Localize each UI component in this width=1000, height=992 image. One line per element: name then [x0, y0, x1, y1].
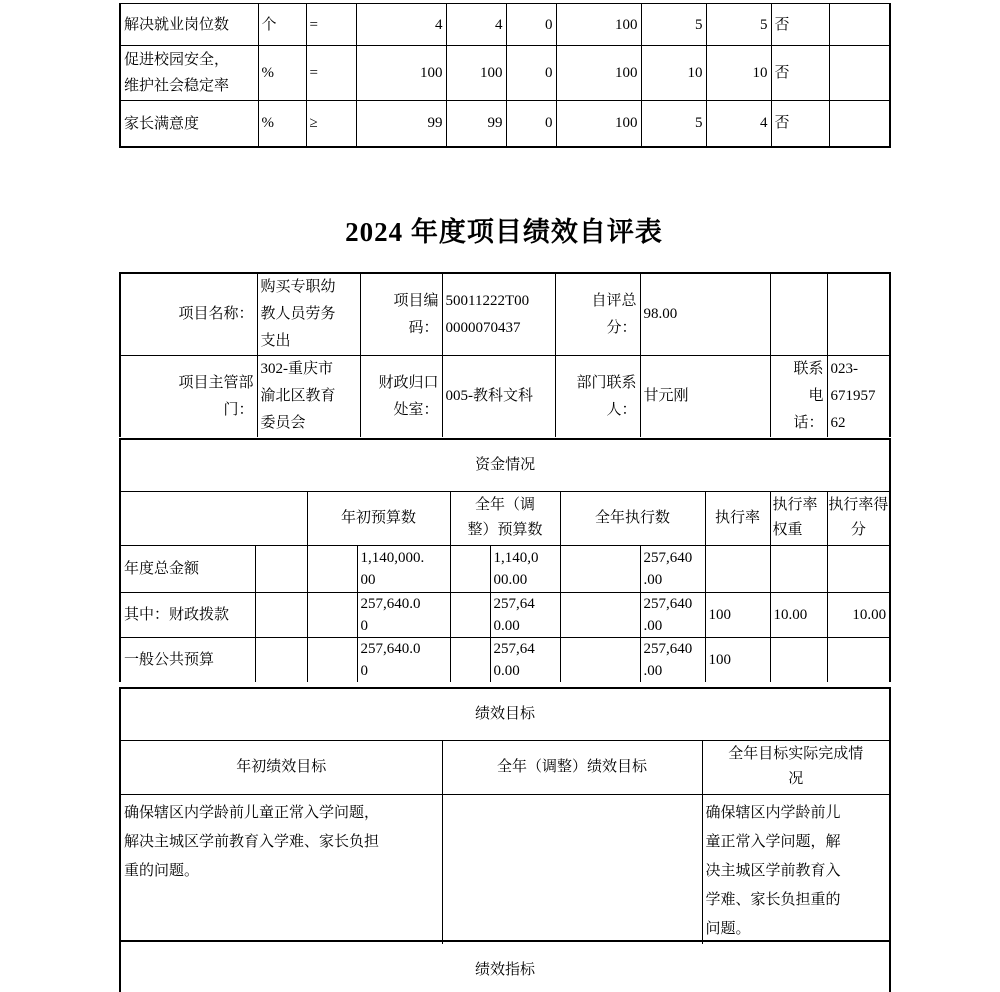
project-name-cell [257, 273, 360, 356]
weight-cell: 5 [641, 101, 706, 147]
empty-cell [560, 592, 640, 637]
phone-label-cell [770, 356, 827, 438]
empty-cell [307, 637, 357, 682]
indicator-row [120, 4, 890, 46]
rate-header: 执行率 [705, 491, 770, 545]
actual-value-cell: 100 [446, 46, 506, 101]
contact-label-cell [555, 356, 640, 438]
page-title: 2024 年度项目绩效自评表 [345, 217, 663, 247]
actual-value-cell: 4 [446, 4, 506, 46]
project-code-label-cell [360, 273, 442, 356]
weight-cell: 10 [641, 46, 706, 101]
self-score-label-cell [555, 273, 640, 356]
rate-weight-value [770, 545, 827, 592]
rate-value [705, 545, 770, 592]
dept-label-cell [120, 356, 257, 438]
adjusted-goal-text [442, 794, 702, 944]
funding-section-title: 资金情况 [120, 439, 890, 491]
indicator-name: 解决就业岗位数 [124, 16, 230, 33]
empty-cell [450, 637, 490, 682]
indicator-name-cell [120, 4, 258, 46]
empty-cell [450, 592, 490, 637]
empty-header-cell [120, 491, 307, 545]
empty-cell [255, 637, 307, 682]
rate-value: 100 [705, 592, 770, 637]
dept-label: 项目主管部门： [178, 374, 254, 418]
project-name-label: 项目名称： [178, 306, 254, 323]
indicator-row [120, 101, 890, 147]
rate-cell: 100 [556, 101, 641, 147]
operator-cell: ≥ [306, 101, 356, 147]
rate-weight-header: 执行率权重 [770, 491, 827, 545]
self-score-label: 自评总分： [591, 292, 637, 336]
phone-value: 023-67195762 [830, 361, 876, 431]
empty-cell [307, 592, 357, 637]
score-cell: 4 [706, 101, 771, 147]
target-value-cell: 100 [356, 46, 446, 101]
funding-row-label: 其中：财政拨款 [120, 592, 255, 637]
finance-office-cell: 005-教科文科 [442, 356, 555, 438]
dept-value: 302-重庆市渝北区教育委员会 [260, 361, 336, 431]
empty-cell [560, 637, 640, 682]
goals-table [119, 687, 891, 944]
target-value-cell: 4 [356, 4, 446, 46]
unit-cell: % [258, 46, 306, 101]
funding-table [119, 438, 891, 682]
finance-office-label: 财政归口处室： [378, 374, 439, 418]
adjusted-goal-header: 全年（调整）绩效目标 [442, 740, 702, 794]
empty-cell [770, 273, 827, 356]
unit-cell: % [258, 101, 306, 147]
contact-label: 部门联系人： [576, 374, 637, 418]
empty-cell [255, 545, 307, 592]
rate-cell: 100 [556, 4, 641, 46]
score-cell: 10 [706, 46, 771, 101]
empty-cell [450, 545, 490, 592]
operator-cell: = [306, 4, 356, 46]
initial-budget-value: 1,140,000.00 [357, 545, 450, 592]
flag-cell: 否 [771, 46, 829, 101]
deviation-cell: 0 [506, 46, 556, 101]
goals-section-title: 绩效目标 [120, 688, 890, 740]
actual-completion-header: 全年目标实际完成情况 [702, 740, 890, 794]
project-info-table [119, 272, 891, 437]
indicator-name-cell [120, 46, 258, 101]
contact-cell: 甘元刚 [640, 356, 770, 438]
indicators-table [119, 940, 891, 992]
funding-row-label: 一般公共预算 [120, 637, 255, 682]
initial-goal-header: 年初绩效目标 [120, 740, 442, 794]
phone-label: 联系电话： [793, 361, 824, 431]
unit-cell: 个 [258, 4, 306, 46]
extra-cell [829, 4, 890, 46]
deviation-cell: 0 [506, 101, 556, 147]
project-name: 购买专职幼教人员劳务支出 [260, 279, 336, 349]
adjusted-budget-value: 257,640.00 [490, 637, 560, 682]
rate-cell: 100 [556, 46, 641, 101]
rate-value: 100 [705, 637, 770, 682]
empty-cell [307, 545, 357, 592]
empty-cell [827, 273, 890, 356]
deviation-cell: 0 [506, 4, 556, 46]
executed-value: 257,640.00 [640, 637, 705, 682]
phone-cell [827, 356, 890, 438]
initial-budget-value: 257,640.00 [357, 637, 450, 682]
indicator-score-table [119, 3, 891, 148]
project-name-label-cell [120, 273, 257, 356]
self-score-cell: 98.00 [640, 273, 770, 356]
score-cell: 5 [706, 4, 771, 46]
project-code-cell [442, 273, 555, 356]
project-code: 50011222T000000070437 [445, 292, 530, 336]
rate-score-value [827, 637, 890, 682]
adjusted-budget-value: 257,640.00 [490, 592, 560, 637]
adjusted-budget-header: 全年（调整）预算数 [450, 491, 560, 545]
executed-value: 257,640.00 [640, 592, 705, 637]
indicator-row [120, 46, 890, 101]
rate-score-value [827, 545, 890, 592]
executed-header: 全年执行数 [560, 491, 705, 545]
operator-cell: = [306, 46, 356, 101]
indicator-name: 促进校园安全，维护社会稳定率 [124, 52, 230, 94]
initial-budget-value: 257,640.00 [357, 592, 450, 637]
executed-value: 257,640.00 [640, 545, 705, 592]
extra-cell [829, 101, 890, 147]
actual-value-cell: 99 [446, 101, 506, 147]
adjusted-budget-value: 1,140,000.00 [490, 545, 560, 592]
indicators-section-title: 绩效指标 [120, 941, 890, 992]
finance-office-label-cell [360, 356, 442, 438]
extra-cell [829, 46, 890, 101]
actual-completion-text: 确保辖区内学龄前儿童正常入学问题，解决主城区学前教育入学难、家长负担重的问题。 [702, 794, 890, 944]
empty-cell [255, 592, 307, 637]
funding-row-label: 年度总金额 [120, 545, 255, 592]
empty-cell [560, 545, 640, 592]
rate-score-header: 执行率得分 [827, 491, 890, 545]
project-code-label: 项目编码： [393, 292, 439, 336]
weight-cell: 5 [641, 4, 706, 46]
rate-weight-value [770, 637, 827, 682]
rate-score-value: 10.00 [827, 592, 890, 637]
dept-cell [257, 356, 360, 438]
indicator-name: 家长满意度 [124, 115, 200, 132]
flag-cell: 否 [771, 101, 829, 147]
initial-goal-text: 确保辖区内学龄前儿童正常入学问题，解决主城区学前教育入学难、家长负担重的问题。 [120, 794, 442, 944]
target-value-cell: 99 [356, 101, 446, 147]
flag-cell: 否 [771, 4, 829, 46]
rate-weight-value: 10.00 [770, 592, 827, 637]
indicator-name-cell [120, 101, 258, 147]
initial-budget-header: 年初预算数 [307, 491, 450, 545]
